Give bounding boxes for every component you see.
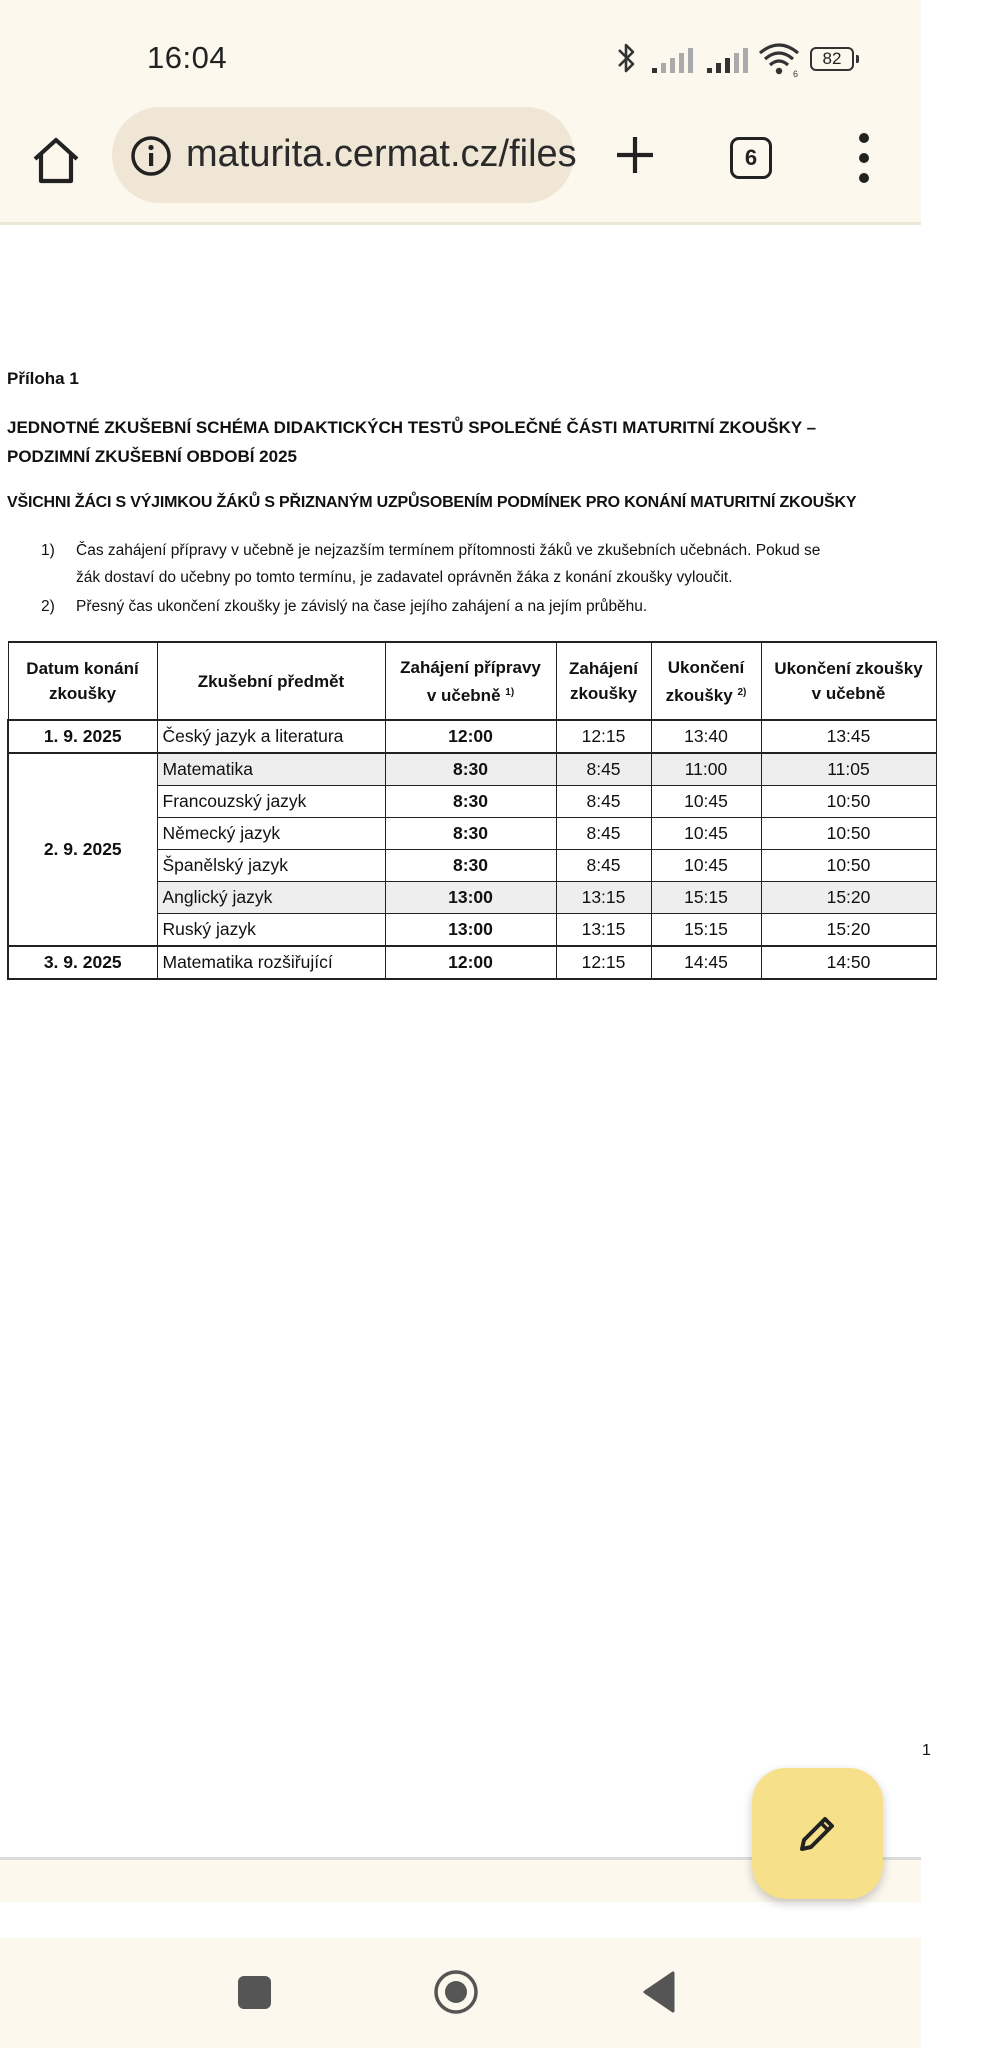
- end-time-cell: 14:45: [651, 946, 761, 979]
- clock: 16:04: [147, 40, 228, 75]
- signal-icon: [705, 46, 751, 74]
- pencil-icon: [796, 1812, 839, 1855]
- table-header-row: [8, 642, 936, 720]
- start-time-cell: 12:15: [556, 720, 651, 753]
- document-title-line2: PODZIMNÍ ZKUŠEBNÍ OBDOBÍ 2025: [7, 447, 297, 466]
- status-bar: [0, 0, 921, 100]
- prep-time-cell: 8:30: [385, 818, 556, 850]
- start-time-cell: 13:15: [556, 882, 651, 914]
- start-time-cell: 12:15: [556, 946, 651, 979]
- subject-cell: Německý jazyk: [157, 818, 385, 850]
- edit-fab-button[interactable]: [752, 1768, 883, 1899]
- prep-time-cell: 13:00: [385, 882, 556, 914]
- appendix-label: Příloha 1: [7, 369, 79, 388]
- end-time-cell: 10:45: [651, 786, 761, 818]
- subject-cell: Francouzský jazyk: [157, 786, 385, 818]
- table-row: [8, 720, 936, 753]
- browser-toolbar: [0, 100, 921, 225]
- room-end-time-cell: 13:45: [761, 720, 936, 753]
- start-time-cell: 8:45: [556, 850, 651, 882]
- url-bar[interactable]: [112, 107, 577, 203]
- start-time-cell: 8:45: [556, 753, 651, 786]
- recents-button[interactable]: [238, 1976, 271, 2009]
- end-time-cell: 15:15: [651, 882, 761, 914]
- column-header-date: Datum konání zkoušky: [8, 642, 157, 720]
- end-time-cell: 10:45: [651, 818, 761, 850]
- end-time-cell: 11:00: [651, 753, 761, 786]
- exam-date: 3. 9. 2025: [8, 946, 157, 979]
- table-row: [8, 753, 936, 786]
- end-time-cell: 15:15: [651, 914, 761, 947]
- footnote-text: žák dostaví do učebny po tomto termínu, je zadavatel oprávněn žáka z konání zkoušky vyloučit.: [76, 569, 733, 586]
- end-time-cell: 10:45: [651, 850, 761, 882]
- table-row: [8, 946, 936, 979]
- prep-time-cell: 8:30: [385, 753, 556, 786]
- subject-cell: Ruský jazyk: [157, 914, 385, 947]
- room-end-time-cell: 10:50: [761, 818, 936, 850]
- end-time-cell: 13:40: [651, 720, 761, 753]
- footnote-text: Čas zahájení přípravy v učebně je nejzazším termínem přítomnosti žáků ve zkušebních učebnách. Pokud se: [76, 542, 821, 559]
- room-end-time-cell: 11:05: [761, 753, 936, 786]
- column-header-subject: Zkušební předmět: [157, 642, 385, 720]
- room-end-time-cell: 14:50: [761, 946, 936, 979]
- subject-cell: Španělský jazyk: [157, 850, 385, 882]
- nav-back-button[interactable]: [641, 1970, 675, 2014]
- room-end-time-cell: 15:20: [761, 914, 936, 947]
- new-tab-plus-icon[interactable]: [612, 132, 658, 178]
- prep-time-cell: 8:30: [385, 786, 556, 818]
- bluetooth-icon: [615, 40, 637, 76]
- column-header-end: Ukončení zkoušky $^{2)}$: [651, 642, 761, 720]
- start-time-cell: 8:45: [556, 786, 651, 818]
- exam-schedule-table: [7, 641, 937, 980]
- url-text[interactable]: maturita.cermat.cz/files: [186, 133, 577, 175]
- subject-cell: Anglický jazyk: [157, 882, 385, 914]
- info-icon[interactable]: [130, 135, 172, 177]
- system-nav-bar: [0, 1938, 921, 2048]
- column-header-start: Zahájení zkoušky: [556, 642, 651, 720]
- footnote-number: 2): [41, 598, 55, 615]
- tab-switcher-button[interactable]: 6: [730, 137, 772, 179]
- signal-icon: [650, 46, 696, 74]
- exam-date: 2. 9. 2025: [8, 753, 157, 946]
- subject-cell: Matematika: [157, 753, 385, 786]
- room-end-time-cell: 15:20: [761, 882, 936, 914]
- svg-text:6: 6: [793, 69, 799, 79]
- footnote-text: Přesný čas ukončení zkoušky je závislý na čase jejího zahájení a na jejím průběhu.: [76, 598, 648, 615]
- start-time-cell: 8:45: [556, 818, 651, 850]
- subject-cell: Český jazyk a literatura: [157, 720, 385, 753]
- home-icon[interactable]: [30, 136, 82, 186]
- battery-indicator: 82: [810, 47, 854, 71]
- room-end-time-cell: 10:50: [761, 850, 936, 882]
- pdf-page: [0, 225, 931, 1858]
- prep-time-cell: 8:30: [385, 850, 556, 882]
- page-number: 1: [922, 1742, 931, 1759]
- nav-home-button[interactable]: [432, 1968, 480, 2016]
- footnote-number: 1): [41, 542, 55, 559]
- subject-cell: Matematika rozšiřující: [157, 946, 385, 979]
- column-header-preparation: Zahájení přípravy v učebně $^{1)}$: [385, 642, 556, 720]
- exam-date: 1. 9. 2025: [8, 720, 157, 753]
- column-header-room-end: Ukončení zkoušky v učebně: [761, 642, 936, 720]
- start-time-cell: 13:15: [556, 914, 651, 947]
- room-end-time-cell: 10:50: [761, 786, 936, 818]
- document-subtitle: VŠICHNI ŽÁCI S VÝJIMKOU ŽÁKŮ S PŘIZNANÝM UZPŮSOBENÍM PODMÍNEK PRO KONÁNÍ MATURITNÍ ZKOUŠKY: [7, 494, 857, 511]
- prep-time-cell: 12:00: [385, 720, 556, 753]
- document-title: JEDNOTNÉ ZKUŠEBNÍ SCHÉMA DIDAKTICKÝCH TESTŮ SPOLEČNÉ ČÁSTI MATURITNÍ ZKOUŠKY –: [7, 418, 817, 437]
- wifi-icon: [757, 40, 801, 78]
- prep-time-cell: 13:00: [385, 914, 556, 947]
- overflow-menu-icon[interactable]: [852, 130, 876, 186]
- prep-time-cell: 12:00: [385, 946, 556, 979]
